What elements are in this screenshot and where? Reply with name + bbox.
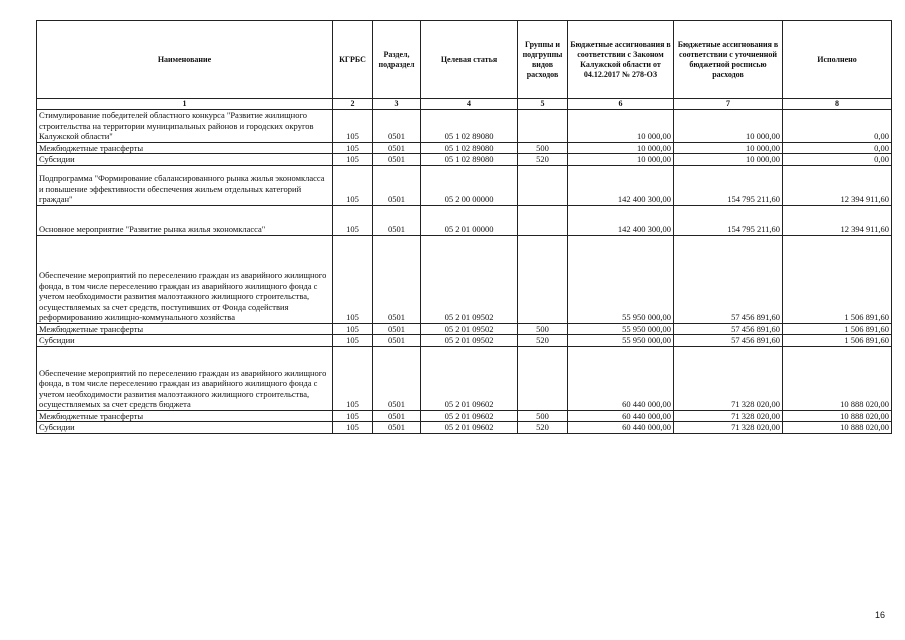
table-row <box>37 165 892 205</box>
row-group <box>518 110 568 143</box>
row-name: Подпрограмма "Формирование сбалансированного рынка жилья экономкласса и повышение эффективности обеспечения жильем отдельных категорий граждан" <box>37 165 333 205</box>
row-law: 60 440 000,00 <box>568 346 674 410</box>
column-number: 6 <box>568 99 674 110</box>
row-name: Межбюджетные трансферты <box>37 323 333 335</box>
column-number: 3 <box>373 99 421 110</box>
row-name: Субсидии <box>37 154 333 166</box>
row-executed: 1 506 891,60 <box>783 235 892 323</box>
table-row <box>37 205 892 235</box>
row-executed: 10 888 020,00 <box>783 410 892 422</box>
row-refined: 57 456 891,60 <box>674 235 783 323</box>
row-law: 55 950 000,00 <box>568 323 674 335</box>
row-kgrbs: 105 <box>333 154 373 166</box>
row-kgrbs: 105 <box>333 110 373 143</box>
row-group: 520 <box>518 422 568 434</box>
row-target: 05 2 01 09502 <box>421 235 518 323</box>
row-executed: 0,00 <box>783 142 892 154</box>
header-executed: Исполнено <box>783 21 892 99</box>
column-number: 2 <box>333 99 373 110</box>
row-law: 10 000,00 <box>568 142 674 154</box>
row-refined: 71 328 020,00 <box>674 346 783 410</box>
row-target: 05 1 02 89080 <box>421 142 518 154</box>
budget-table <box>36 20 892 434</box>
table-row <box>37 110 892 143</box>
row-section: 0501 <box>373 346 421 410</box>
row-name: Основное мероприятие "Развитие рынка жилья экономкласса" <box>37 205 333 235</box>
row-kgrbs: 105 <box>333 165 373 205</box>
row-executed: 0,00 <box>783 110 892 143</box>
row-refined: 10 000,00 <box>674 142 783 154</box>
row-target: 05 2 01 09602 <box>421 422 518 434</box>
row-executed: 1 506 891,60 <box>783 323 892 335</box>
row-name: Обеспечение мероприятий по переселению граждан из аварийного жилищного фонда, в том числе переселению граждан из аварийного жилищного фонда с учетом необходимости развития малоэтажного жилищного строительства, осуществляемых за счет средств, поступивших от Фонда содействия реформированию жилищно-коммунального хозяйства <box>37 235 333 323</box>
column-number: 4 <box>421 99 518 110</box>
row-refined: 10 000,00 <box>674 110 783 143</box>
row-refined: 57 456 891,60 <box>674 335 783 347</box>
row-group: 500 <box>518 323 568 335</box>
row-executed: 1 506 891,60 <box>783 335 892 347</box>
header-name: Наименование <box>37 21 333 99</box>
table-row <box>37 410 892 422</box>
row-target: 05 2 01 00000 <box>421 205 518 235</box>
row-kgrbs: 105 <box>333 142 373 154</box>
row-target: 05 2 00 00000 <box>421 165 518 205</box>
row-name: Субсидии <box>37 422 333 434</box>
row-refined: 71 328 020,00 <box>674 422 783 434</box>
table-row <box>37 154 892 166</box>
row-section: 0501 <box>373 335 421 347</box>
row-refined: 71 328 020,00 <box>674 410 783 422</box>
header-target: Целевая статья <box>421 21 518 99</box>
header-groups: Группы и подгруппы видов расходов <box>518 21 568 99</box>
row-section: 0501 <box>373 154 421 166</box>
table-row <box>37 235 892 323</box>
row-name: Межбюджетные трансферты <box>37 410 333 422</box>
row-refined: 154 795 211,60 <box>674 165 783 205</box>
row-kgrbs: 105 <box>333 422 373 434</box>
row-kgrbs: 105 <box>333 410 373 422</box>
row-name: Стимулирование победителей областного конкурса "Развитие жилищного строительства на территории муниципальных районов и городских округов Калужской области" <box>37 110 333 143</box>
header-section: Раздел, подраздел <box>373 21 421 99</box>
row-section: 0501 <box>373 235 421 323</box>
row-group <box>518 235 568 323</box>
row-group <box>518 165 568 205</box>
column-number: 8 <box>783 99 892 110</box>
row-section: 0501 <box>373 205 421 235</box>
row-section: 0501 <box>373 142 421 154</box>
row-target: 05 1 02 89080 <box>421 154 518 166</box>
column-number: 7 <box>674 99 783 110</box>
row-section: 0501 <box>373 422 421 434</box>
row-name: Обеспечение мероприятий по переселению граждан из аварийного жилищного фонда, в том числе переселению граждан из аварийного жилищного фонда с учетом необходимости развития малоэтажного жилищного строительства, осуществляемых за счет средств бюджета <box>37 346 333 410</box>
row-kgrbs: 105 <box>333 235 373 323</box>
row-executed: 10 888 020,00 <box>783 422 892 434</box>
row-section: 0501 <box>373 410 421 422</box>
table-row <box>37 346 892 410</box>
row-target: 05 2 01 09602 <box>421 410 518 422</box>
row-section: 0501 <box>373 323 421 335</box>
row-law: 10 000,00 <box>568 154 674 166</box>
table-row <box>37 142 892 154</box>
row-kgrbs: 105 <box>333 323 373 335</box>
row-target: 05 2 01 09502 <box>421 335 518 347</box>
header-assign-law: Бюджетные ассигнования в соответствии с Законом Калужской области от 04.12.2017 № 278-ОЗ <box>568 21 674 99</box>
row-refined: 154 795 211,60 <box>674 205 783 235</box>
row-law: 55 950 000,00 <box>568 335 674 347</box>
row-section: 0501 <box>373 165 421 205</box>
row-target: 05 2 01 09602 <box>421 346 518 410</box>
row-section: 0501 <box>373 110 421 143</box>
header-assign-refined: Бюджетные ассигнования в соответствии с уточненной бюджетной росписью расходов <box>674 21 783 99</box>
row-refined: 10 000,00 <box>674 154 783 166</box>
row-group: 500 <box>518 410 568 422</box>
row-law: 55 950 000,00 <box>568 235 674 323</box>
row-law: 60 440 000,00 <box>568 410 674 422</box>
row-target: 05 1 02 89080 <box>421 110 518 143</box>
row-law: 142 400 300,00 <box>568 205 674 235</box>
row-executed: 12 394 911,60 <box>783 165 892 205</box>
table-row <box>37 323 892 335</box>
row-group: 520 <box>518 154 568 166</box>
row-law: 142 400 300,00 <box>568 165 674 205</box>
row-kgrbs: 105 <box>333 205 373 235</box>
column-number: 1 <box>37 99 333 110</box>
table-row <box>37 422 892 434</box>
row-law: 60 440 000,00 <box>568 422 674 434</box>
row-name: Межбюджетные трансферты <box>37 142 333 154</box>
column-number-row <box>37 99 892 110</box>
row-group: 500 <box>518 142 568 154</box>
column-number: 5 <box>518 99 568 110</box>
header-kgrbs: КГРБС <box>333 21 373 99</box>
row-group <box>518 205 568 235</box>
row-kgrbs: 105 <box>333 335 373 347</box>
table-row <box>37 335 892 347</box>
row-name: Субсидии <box>37 335 333 347</box>
row-executed: 12 394 911,60 <box>783 205 892 235</box>
row-group <box>518 346 568 410</box>
row-executed: 10 888 020,00 <box>783 346 892 410</box>
row-group: 520 <box>518 335 568 347</box>
page-number: 16 <box>874 610 885 620</box>
row-law: 10 000,00 <box>568 110 674 143</box>
row-refined: 57 456 891,60 <box>674 323 783 335</box>
row-executed: 0,00 <box>783 154 892 166</box>
header-row <box>37 21 892 99</box>
row-kgrbs: 105 <box>333 346 373 410</box>
row-target: 05 2 01 09502 <box>421 323 518 335</box>
